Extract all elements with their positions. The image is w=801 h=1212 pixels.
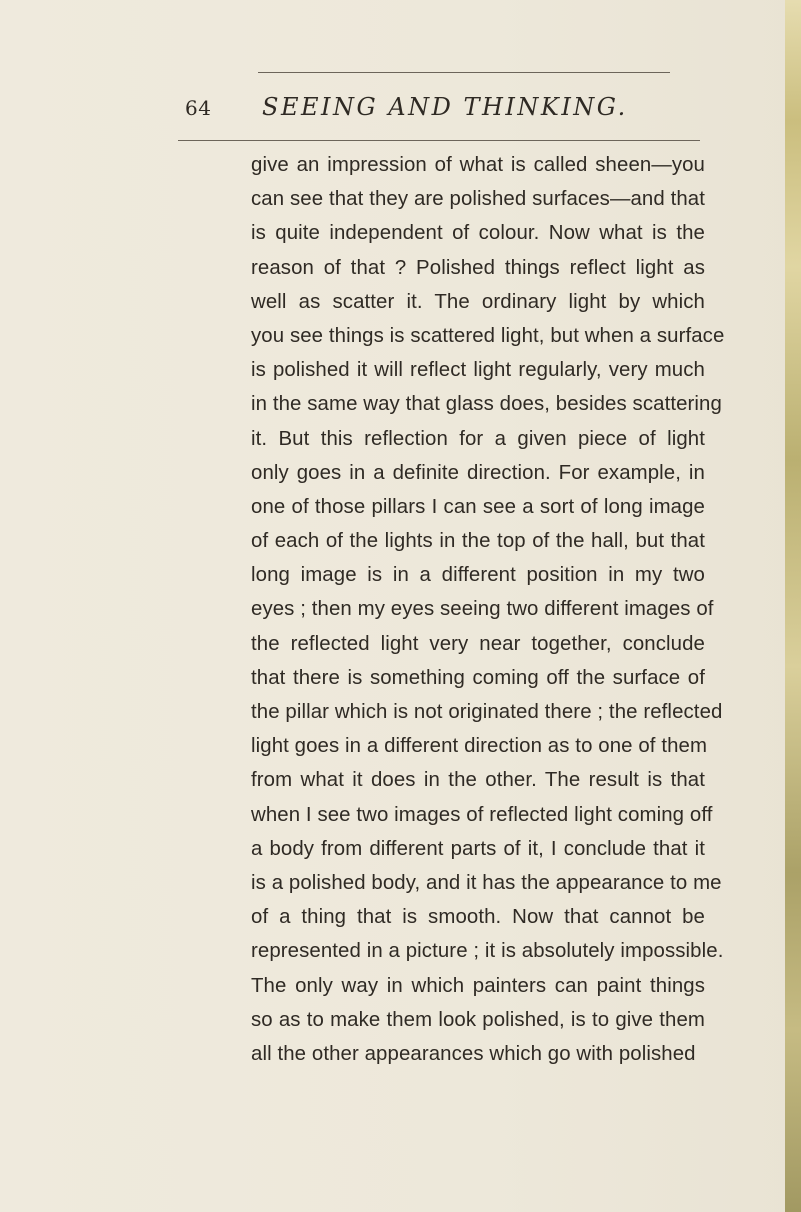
- text-line: The only way in which painters can paint things: [251, 974, 705, 997]
- page-number: 64: [185, 96, 212, 120]
- text-line: is quite independent of colour. Now what is the: [251, 222, 705, 245]
- header-rule-bottom: [178, 140, 700, 141]
- text-line: only goes in a definite direction. For example, in: [251, 461, 705, 484]
- text-line: when I see two images of reflected light coming off: [251, 803, 713, 826]
- text-line: reason of that ? Polished things reflect light as: [251, 256, 705, 279]
- text-line: in the same way that glass does, besides scattering: [251, 393, 722, 416]
- text-line: of a thing that is smooth. Now that cannot be: [251, 906, 705, 929]
- text-line: represented in a picture ; it is absolutely impossible.: [251, 940, 724, 963]
- text-line: you see things is scattered light, but when a surface: [251, 324, 725, 347]
- text-line: light goes in a different direction as to one of them: [251, 735, 708, 758]
- text-line: give an impression of what is called sheen—you: [251, 154, 705, 176]
- text-line: eyes ; then my eyes seeing two different images of: [251, 598, 714, 621]
- text-line: can see that they are polished surfaces—and that: [251, 188, 705, 211]
- text-line: of each of the lights in the top of the hall, but that: [251, 530, 705, 553]
- text-line: the reflected light very near together, conclude: [251, 632, 705, 655]
- text-line: long image is in a different position in my two: [251, 564, 705, 587]
- text-line: is polished it will reflect light regularly, very much: [251, 359, 705, 382]
- text-line: all the other appearances which go with polished: [251, 1042, 696, 1065]
- text-line: is a polished body, and it has the appearance to me: [251, 871, 722, 894]
- header-rule-top: [258, 72, 670, 73]
- text-line: the pillar which is not originated there ; the reflected: [251, 701, 723, 723]
- page-header: [0, 86, 801, 126]
- text-line: one of those pillars I can see a sort of long image: [251, 495, 705, 518]
- body-text: [251, 148, 725, 1071]
- text-line: well as scatter it. The ordinary light by which: [251, 290, 705, 313]
- running-head: SEEING AND THINKING.: [262, 93, 628, 121]
- text-line: from what it does in the other. The result is that: [251, 769, 705, 792]
- text-line: a body from different parts of it, I conclude that it: [251, 837, 705, 860]
- text-line: so as to make them look polished, is to give them: [251, 1008, 705, 1031]
- text-line: that there is something coming off the surface of: [251, 666, 705, 689]
- text-line: it. But this reflection for a given piece of light: [251, 427, 705, 450]
- page-edge: [785, 0, 801, 1212]
